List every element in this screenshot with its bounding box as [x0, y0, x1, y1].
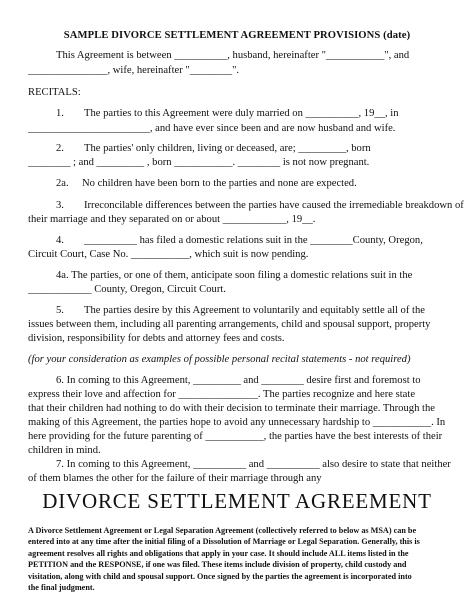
recital-2-number: 2.	[56, 143, 64, 154]
recital-7-line-2: of them blames the other for the failure of their marriage through any	[28, 473, 322, 484]
agreement-line-2: _______________, wife, hereinafter "________".	[28, 65, 240, 76]
recital-1-number: 1.	[56, 108, 64, 119]
recital-3-line-2: their marriage and they separated on or about ____________, 19__.	[28, 214, 316, 225]
document-title: SAMPLE DIVORCE SETTLEMENT AGREEMENT PROVISIONS (date)	[63, 30, 411, 41]
intro-line: the final judgment.	[28, 583, 95, 593]
recital-4-line-2: Circuit Court, Case No. ___________, which suit is now pending.	[28, 249, 309, 260]
intro-line: agreement resolves all rights and obligations that apply in your case. It should include ALL items listed in the	[28, 548, 409, 558]
recital-5-line-1: The parties desire by this Agreement to voluntarily and equitably settle all of the	[84, 305, 425, 316]
recital-6-line-3: that their children had nothing to do with their decision to terminate their marriage. Through the	[28, 403, 435, 414]
recital-7-line-1: 7. In coming to this Agreement, __________ and __________ also desire to state that neither	[56, 459, 451, 470]
recital-4-line-1: __________ has filed a domestic relations suit in the ________County, Oregon,	[84, 235, 423, 246]
recital-6-line-6: children in mind.	[28, 445, 101, 456]
recital-2a-number: 2a.	[56, 178, 69, 189]
main-heading: DIVORCE SETTLEMENT AGREEMENT	[42, 489, 432, 513]
intro-line: visitation, along with child and spousal support. Once signed by the parties the agreement is incorporated into	[28, 571, 412, 581]
recital-note: (for your consideration as examples of possible personal recital statements - not required)	[28, 354, 411, 365]
recitals-heading: RECITALS:	[28, 87, 81, 98]
recital-1-line-2: _______________________, and have ever since been and are now husband and wife.	[28, 123, 396, 134]
recital-2-line-1: The parties' only children, living or deceased, are; _________, born	[84, 143, 371, 154]
intro-line: A Divorce Settlement Agreement or Legal Separation Agreement (collectively referred to below as MSA) can be	[28, 526, 417, 535]
agreement-line-1: This Agreement is between __________, husband, hereinafter "___________", and	[56, 50, 410, 61]
recital-2a-line-1: No children have been born to the parties and none are expected.	[82, 178, 357, 189]
intro-paragraph	[28, 525, 446, 593]
recital-4-number: 4.	[56, 235, 64, 246]
recital-5-number: 5.	[56, 305, 64, 316]
recital-6-line-4: making of this Agreement, the parties hope to avoid any unnecessary hardship to ___________. In	[28, 417, 446, 428]
intro-line: entered into at any time after the initial filing of a Dissolution of Marriage or Legal Separation. Generally, this is	[28, 537, 420, 547]
recital-3-number: 3.	[56, 200, 64, 211]
recital-6-line-2: express their love and affection for _______________. The parties recognize and here state	[28, 389, 416, 400]
recital-1-line-1: The parties to this Agreement were duly married on __________, 19__, in	[84, 108, 399, 119]
recital-4a-line-2: ____________ County, Oregon, Circuit Court.	[28, 284, 226, 295]
recital-5-line-3: division, responsibility for debts and attorney fees and costs.	[28, 333, 285, 344]
recital-3-line-1: Irreconcilable differences between the parties have caused the irremediable breakdown of	[84, 200, 464, 211]
intro-line: PETITION and the RESPONSE, if one was filed. These items include division of property, child custody and	[28, 560, 407, 570]
recital-4a-line-1: 4a. The parties, or one of them, anticipate soon filing a domestic relations suit in the	[56, 270, 413, 281]
recital-2-line-2: ________ ; and _________ , born ___________. ________ is not now pregnant.	[28, 157, 370, 168]
recital-5-line-2: issues between them, including all parenting arrangements, child and spousal support, property	[28, 319, 431, 330]
recital-6-line-5: here providing for the future parenting of ___________, the parties have the best interests of their	[28, 431, 443, 442]
recital-6-line-1: 6. In coming to this Agreement, _________ and ________ desire first and foremost to	[56, 375, 421, 386]
